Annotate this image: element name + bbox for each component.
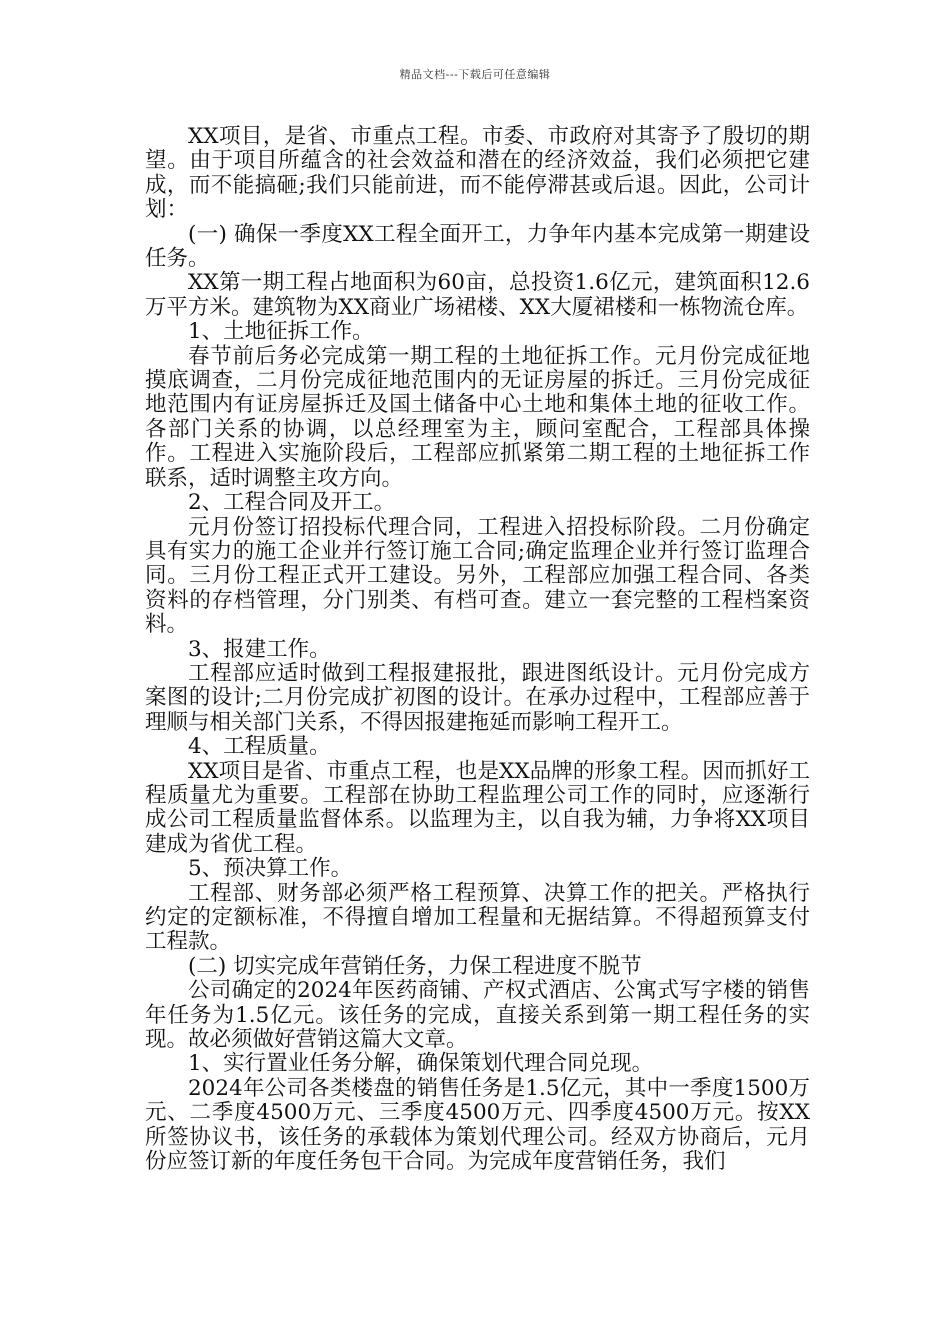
subsection-heading: 2、工程合同及开工。 — [188, 490, 396, 516]
subsection-heading: 4、工程质量。 — [188, 734, 331, 760]
paragraph: 2024年公司各类楼盘的销售任务是1.5亿元，其中一季度1500万元、二季度4500万元、三季度4500万元、四季度4500万元。按XX所签协议书，该任务的承载体为策划代理公司。经双方协商后，元月份应签订新的年度任务包干合同。为完成年度营销任务，我们 — [145, 1075, 810, 1175]
subsection-heading: 1、实行置业任务分解，确保策划代理合同兑现。 — [188, 1051, 654, 1077]
paragraph: XX项目是省、市重点工程，也是XX品牌的形象工程。因而抓好工程质量尤为重要。工程部在协助工程监理公司工作的同时，应逐渐行成公司工程质量监督体系。以监理为主，以自我为辅，力争将XX项目建成为省优工程。 — [145, 758, 810, 857]
section-heading: (一) 确保一季度XX工程全面开工，力争年内基本完成第一期建设任务。 — [145, 221, 810, 272]
paragraph: 公司确定的2024年医药商铺、产权式酒店、公寓式写字楼的销售年任务为1.5亿元。该任务的完成，直接关系到第一期工程任务的实现。故必须做好营销这篇大文章。 — [145, 978, 810, 1053]
paragraph: 春节前后务必完成第一期工程的土地征拆工作。元月份完成征地摸底调查，二月份完成征地范围内的无证房屋的拆迁。三月份完成征地范围内有证房屋拆迁及国土储备中心土地和集体土地的征收工作。各部门关系的协调，以总经理室为主，顾问室配合，工程部具体操作。工程进入实施阶段后，工程部应抓紧第二期工程的土地征拆工作联系，适时调整主攻方向。 — [145, 343, 810, 491]
paragraph: 元月份签订招投标代理合同，工程进入招投标阶段。二月份确定具有实力的施工企业并行签订施工合同;确定监理企业并行签订监理合同。三月份工程正式开工建设。另外，工程部应加强工程合同、各类资料的存档管理，分门别类、有档可查。建立一套完整的工程档案资料。 — [145, 514, 810, 638]
paragraph: XX第一期工程占地面积为60亩，总投资1.6亿元，建筑面积12.6万平方米。建筑物为XX商业广场裙楼、XX大厦裙楼和一栋物流仓库。 — [145, 270, 810, 320]
paragraph: 工程部、财务部必须严格工程预算、决算工作的把关。严格执行约定的定额标准，不得擅自增加工程量和无据结算。不得超预算支付工程款。 — [145, 880, 810, 955]
subsection-heading: 3、报建工作。 — [188, 636, 331, 662]
page-header: 精品文档---下载后可任意编辑 — [399, 68, 551, 81]
subsection-heading: 1、土地征拆工作。 — [188, 319, 374, 345]
subsection-heading: 5、预决算工作。 — [188, 856, 353, 882]
paragraph: XX项目，是省、市重点工程。市委、市政府对其寄予了殷切的期望。由于项目所蕴含的社会效益和潜在的经济效益，我们必须把它建成，而不能搞砸;我们只能前进，而不能停滞甚或后退。因此，公司计划： — [145, 124, 810, 223]
document-body — [145, 125, 810, 1174]
paragraph: 工程部应适时做到工程报建报批，跟进图纸设计。元月份完成方案图的设计;二月份完成扩初图的设计。在承办过程中，工程部应善于理顺与相关部门关系，不得因报建拖延而影响工程开工。 — [145, 660, 810, 735]
section-heading: (二) 切实完成年营销任务，力保工程进度不脱节 — [188, 953, 642, 979]
